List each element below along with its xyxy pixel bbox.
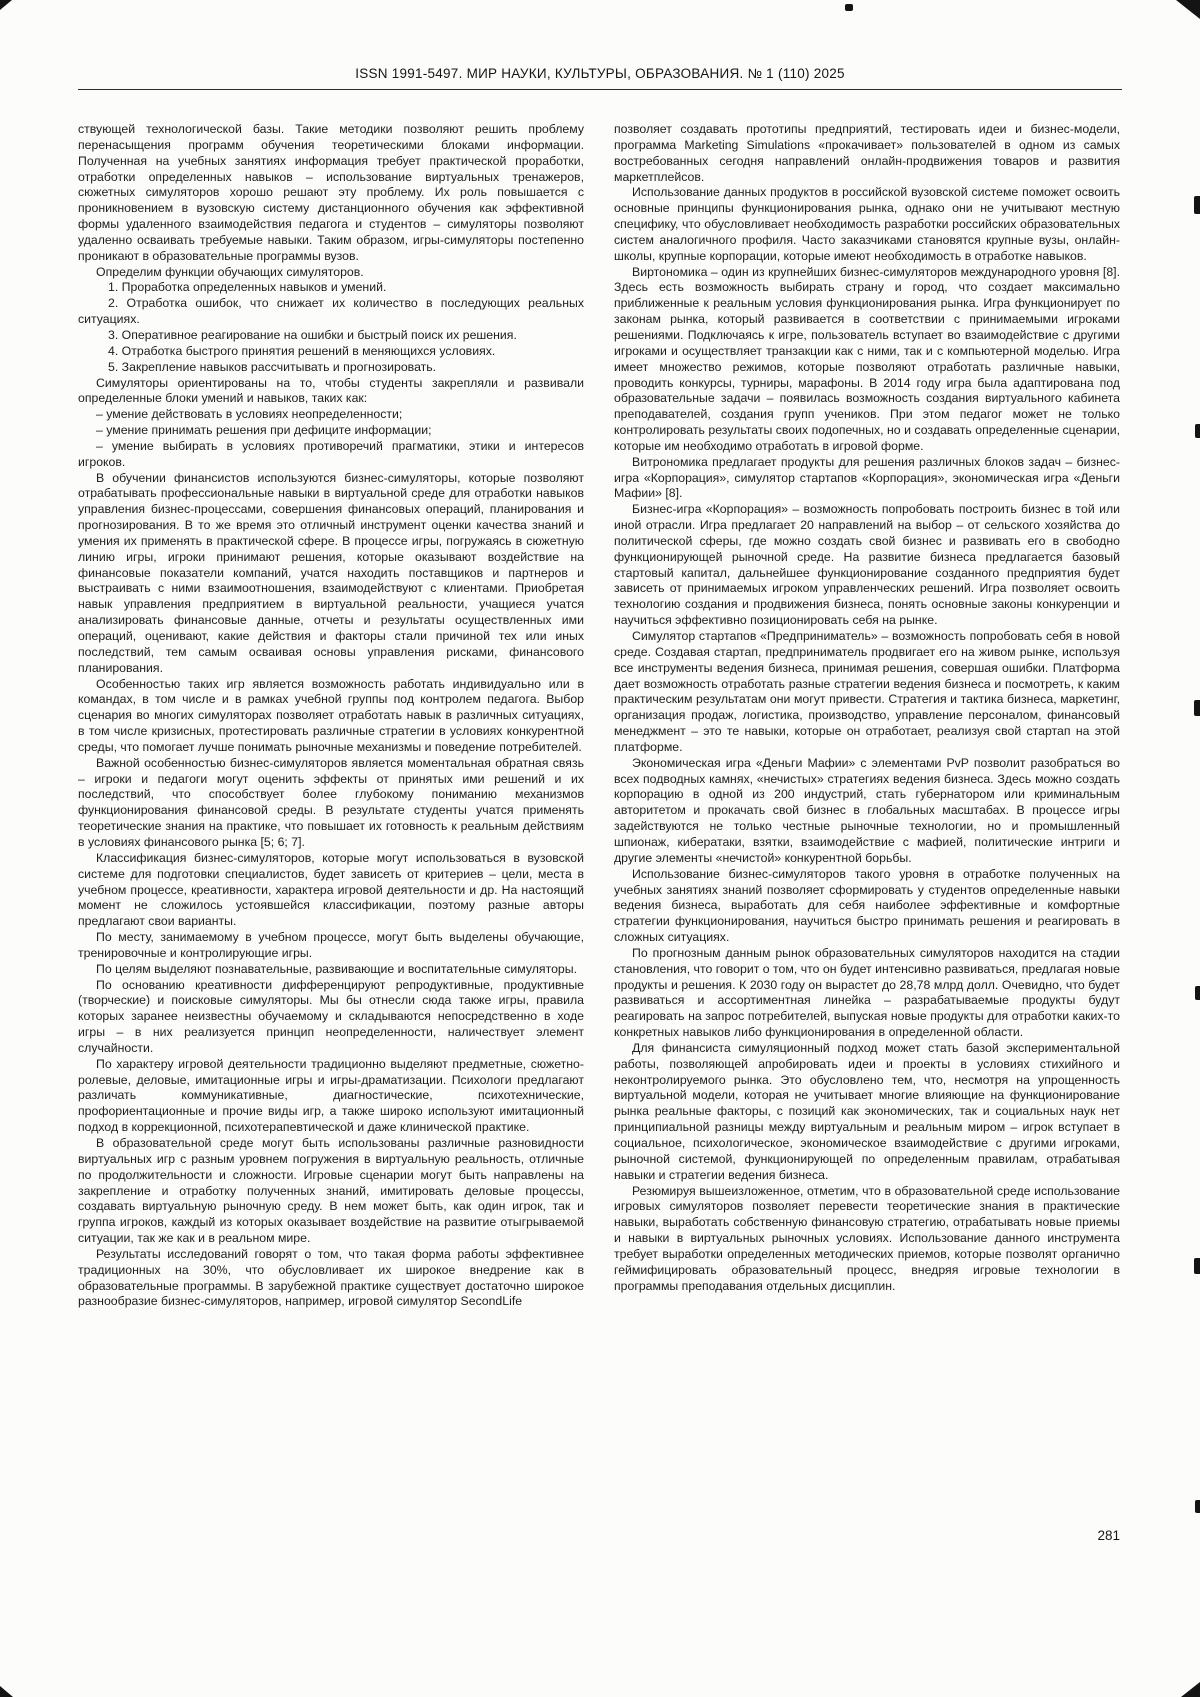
scan-artifact (845, 4, 853, 11)
scan-artifact (1181, 1682, 1200, 1697)
paragraph: 2. Отработка ошибок, что снижает их количество в последующих реальных ситуациях. (78, 296, 584, 327)
paragraph: Результаты исследований говорят о том, что такая форма работы эффективнее традиционных на 30%, что обусловливает их широкое внедрение как в образовательные программы. В зарубежной практике существует достаточно широкое разнообразие бизнес-симуляторов, например, игровой симулятор SecondLife (78, 1246, 584, 1309)
paragraph: 5. Закрепление навыков рассчитывать и прогнозировать. (108, 359, 437, 374)
header-rule (78, 89, 1122, 90)
paragraph: Определим функции обучающих симуляторов. (96, 264, 364, 279)
scan-artifact (1195, 1500, 1200, 1513)
paragraph: Бизнес-игра «Корпорация» – возможность попробовать построить бизнес в той или иной отрасли. Игра предлагает 20 направлений на выбор – от сельского хозяйства до политической сферы, где можно создать свой бизнес и развивать его в свободно функционирующей рыночной среде. На развитие бизнеса предлагается базовый стартовый капитал, дальнейшее функционирование созданного предприятия будет зависеть от принимаемых игроком управленческих решений. Игра позволяет освоить технологию создания и продвижения бизнеса, понять основные законы конкуренции и научиться эффективно позиционировать себя на рынке. (614, 502, 1120, 628)
article-body (78, 122, 1121, 1310)
paragraph: Для финансиста симуляционный подход может стать базой экспериментальной работы, позволяющей апробировать идеи и проекты в условиях стихийного и неконтролируемого рынка. Это обусловлено тем, что, несмотря на упрощенность виртуальной модели, которая не учитывает многие влияющие на функционирование рынка реальные факторы, с позиций как экономических, так и социальных наук нет принципиальной разницы между виртуальным и реальным миром – игрок вступает в социальное, психологическое, экономическое взаимодействие с другими игроками, рыночной системой, функционирующей по определенным правилам, отрабатывая навыки и стратегии ведения бизнеса. (614, 1040, 1120, 1182)
paragraph: По месту, занимаемому в учебном процессе, могут быть выделены обучающие, тренировочные и контролирующие игры. (78, 930, 584, 960)
paragraph: В обучении финансистов используются бизнес-симуляторы, которые позволяют отрабатывать профессиональные навыки в виртуальной среде для отработки навыков управления бизнес-процессами, совершения финансовых операций, планирования и прогнозирования. В то же время это отличный инструмент оценки качества знаний и умения их применять в практической сфере. В процессе игры, погружаясь в сюжетную линию игры, игроки принимают решения, которые оказывают воздействие на финансовые показатели компаний, учатся находить поставщиков и партнеров и выстраивать с ними взаимоотношения, взаимодействуют с клиентами. Приобретая навык управления предприятием в виртуальной реальности, учащиеся учатся анализировать финансовые данные, отчеты и результаты осуществленных ими операций, оценивают, какие действия и факторы стали причиной тех или иных последствий, тем самым осваивая основы управления рисками, финансового планирования. (78, 470, 584, 675)
scan-artifact (0, 1686, 13, 1697)
paragraph: – умение действовать в условиях неопределенности; (96, 407, 403, 422)
paragraph: ствующей технологической базы. Такие методики позволяют решить проблему перенасыщения программ обучения теоретическими блоками информации. Полученная на учебных занятиях информация требует практической проработки, отработки определенных навыков – использование виртуальных тренажеров, сюжетных симуляторов хорошо решают эту проблему. Их роль повышается с проникновением в вузовскую систему дистанционного обучения как эффективной формы удаленного взаимодействия педагога и студентов – симуляторы позволяют удаленно осваивать требуемые навыки. Таким образом, игры-симуляторы постепенно проникают в образовательные программы вузов. (78, 122, 584, 263)
left-column (78, 122, 584, 1310)
paragraph: Классификация бизнес-симуляторов, которые могут использоваться в вузовской системе для подготовки специалистов, будет зависеть от критериев – цели, места в учебном процессе, креативности, характера игровой деятельности и др. На настоящий момент не сложилось устоявшейся классификации, поэтому разные авторы предлагают свои варианты. (78, 850, 584, 929)
paragraph: Важной особенностью бизнес-симуляторов является моментальная обратная связь – игроки и педагоги могут оценить эффекты от принятых ими решений и их последствий, что способствует более глубокому пониманию механизмов функционирования финансовой среды. В результате студенты учатся применять теоретические знания на практике, что повышает их готовность к реальным действиям в условиях финансового рынка [5; 6; 7]. (78, 755, 584, 849)
paragraph: – умение выбирать в условиях противоречий прагматики, этики и интересов игроков. (78, 438, 584, 469)
paragraph: Виртономика – один из крупнейших бизнес-симуляторов международного уровня [8]. Здесь есть возможность выбирать страну и город, что создает максимально приближенные к реальным условия функционирования рынка. Игра функционирует по законам рынка, который развивается в соответствии с принимаемыми игроками решениями. Подключаясь к игре, пользователь вступает во взаимодействие с другими игроками и осуществляет транзакции как с ними, так и с компьютерной моделью. Игра имеет множество режимов, которые позволяют отработать различные навыки, проводить конкурсы, турниры, марафоны. В 2014 году игра была адаптирована под образовательные задачи – появилась возможность создания виртуального кабинета преподавателей, создания групп учеников. При этом педагог может не только контролировать результаты своих подопечных, но и создавать определенные сценарии, которые им необходимо отработать в игровой форме. (614, 264, 1120, 453)
right-column (614, 122, 1120, 1310)
paragraph: 1. Проработка определенных навыков и умений. (108, 280, 387, 295)
paragraph: 3. Оперативное реагирование на ошибки и быстрый поиск их решения. (108, 327, 517, 342)
scan-artifact (1195, 986, 1200, 1000)
paragraph: Витрономика предлагает продукты для решения различных блоков задач – бизнес-игра «Корпорация», симулятор стартапов «Корпорация», экономическая игра «Деньги Мафии» [8]. (614, 454, 1120, 501)
paragraph: Резюмируя вышеизложенное, отметим, что в образовательной среде использование игровых симуляторов позволяет перевести теоретические знания в практические навыки, выработать собственную финансовую стратегию, отрабатывать новые приемы и навыки в виртуальных рыночных условиях. Использование данного инструмента требует выработки определенных методических приемов, которые позволят органично геймифицировать образовательный процесс, внедряя игровые технологии в программы преподавания отдельных дисциплин. (614, 1183, 1120, 1293)
paragraph: – умение принимать решения при дефиците информации; (96, 423, 432, 438)
paragraph: По целям выделяют познавательные, развивающие и воспитательные симуляторы. (96, 961, 578, 976)
paragraph: В образовательной среде могут быть использованы различные разновидности виртуальных игр с разным уровнем погружения в виртуальную реальность, отличные по продолжительности и сложности. Игровые сценарии могут быть направлены на закрепление и отработку полученных знаний, имитировать деловые процессы, создавать виртуальную рыночную среду. В нем может быть, как один игрок, так и группа игроков, каждый из которых оказывает воздействие на развитие отыгрываемой ситуации, так же как и в реальном мире. (78, 1136, 584, 1246)
scan-artifact (1194, 196, 1200, 214)
page-header (0, 0, 1200, 90)
paragraph: Экономическая игра «Деньги Мафии» с элементами PvP позволит разобраться во всех подводных камнях, «нечистых» стратегиях ведения бизнеса. Здесь можно создать корпорацию в одной из 200 индустрий, стать губернатором или криминальным авторитетом и прокачать свой бизнес в глобальных масштабах. В процессе игры задействуются не только честные рыночные технологии, но и промышленный шпионаж, кибератаки, взятки, взаимодействие с мафией, политические интриги и другие элементы «нечистой» конкурентной борьбы. (614, 755, 1120, 865)
page-number: 281 (1097, 1528, 1120, 1543)
paragraph: Симуляторы ориентированы на то, чтобы студенты закрепляли и развивали определенные блоки умений и навыков, таких как: (78, 375, 584, 406)
paragraph: Использование данных продуктов в российской вузовской системе поможет освоить основные принципы функционирования рынка, однако они не учитывают местную специфику, что обусловливает необходимость разработки российских образовательных систем аналогичного профиля. Часто заказчиками становятся крупные вузы, онлайн-школы, крупные корпорации, которые имеют необходимость в отработке навыков. (614, 185, 1120, 263)
paragraph: 4. Отработка быстрого принятия решений в меняющихся условиях. (108, 343, 496, 358)
paragraph: Симулятор стартапов «Предприниматель» – возможность попробовать себя в новой среде. Создавая стартап, предприниматель продвигает его на живом рынке, используя все инструменты ведения бизнеса, принимая решения, совершая ошибки. Платформа дает возможность отработать разные стратегии ведения бизнеса и посмотреть, к каким практическим результатам они могут привести. Стратегия и тактика бизнеса, маркетинг, организация продаж, логистика, производство, управление персоналом, финансовый менеджмент – это те навыки, которые он отработает, реализуя свой стартап на этой платформе. (614, 629, 1120, 754)
paragraph: По характеру игровой деятельности традиционно выделяют предметные, сюжетно-ролевые, деловые, имитационные игры и игры-драматизации. Психологи предлагают различать коммуникативные, диагностические, психотехнические, профориентационные и прочие виды игр, а также широко используют имитационный подход в коррекционной, психотерапевтической и даже клинической практике. (78, 1056, 584, 1135)
scan-artifact (1194, 1258, 1200, 1274)
paragraph: По основанию креативности дифференцируют репродуктивные, продуктивные (творческие) и поисковые симуляторы. Мы бы отнесли сюда также игры, правила которых заранее неизвестны обучаемому и складываются непосредственно в ходе игры – в них реализуется принцип неопределенности, наличествует элемент случайности. (78, 977, 584, 1055)
journal-header-line: ISSN 1991-5497. МИР НАУКИ, КУЛЬТУРЫ, ОБРАЗОВАНИЯ. № 1 (110) 2025 (355, 66, 845, 81)
paragraph: По прогнозным данным рынок образовательных симуляторов находится на стадии становления, что говорит о том, что он будет интенсивно развиваться, предлагая новые продукты и решения. К 2030 году он вырастет до 28,78 млрд долл. Очевидно, что будет развиваться и ассортиментная линейка – разрабатываемые продукты будут реагировать на запрос потребителей, выпуская новые продукты для отработки каких-то конкретных навыков либо функционирования в определенной области. (614, 945, 1120, 1040)
scan-artifact (1194, 700, 1200, 716)
paragraph: Использование бизнес-симуляторов такого уровня в отработке полученных на учебных занятиях знаний позволяет сформировать у студентов определенные навыки ведения бизнеса, выработать для себя наиболее эффективные и комфортные стратегии функционирования, научиться быстро принимать решения и реагировать в сложных ситуациях. (614, 866, 1120, 945)
paragraph: Особенностью таких игр является возможность работать индивидуально или в командах, в том числе и в рамках учебной группы под контролем педагога. Выбор сценария во многих симуляторах позволяет отработать навык в различных ситуациях, в том числе кризисных, протестировать различные стратегии в условиях конкурентной среды, что помогает лучше понимать рыночные механизмы и поведение потребителей. (78, 676, 584, 754)
scan-artifact (1195, 424, 1200, 438)
paragraph: позволяет создавать прототипы предприятий, тестировать идеи и бизнес-модели, программа Marketing Simulations «прокачивает» пользователей в одном из самых востребованных сегодня направлений онлайн-продвижения товаров и развития маркетплейсов. (614, 122, 1120, 184)
